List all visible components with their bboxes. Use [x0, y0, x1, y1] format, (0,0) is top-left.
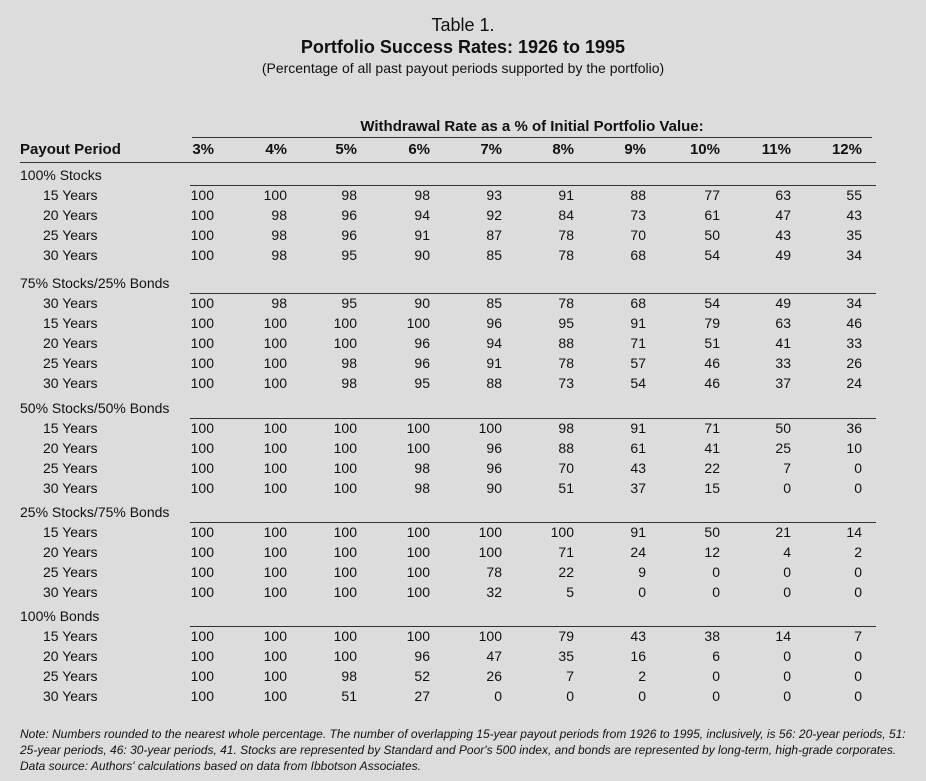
table-row: [20, 522, 876, 542]
success-rate-cell: 98: [414, 460, 430, 476]
success-rate-cell: 92: [486, 207, 502, 223]
success-rate-cell: 84: [558, 207, 574, 223]
success-rate-cell: 0: [783, 688, 791, 704]
success-rate-cell: 100: [263, 187, 287, 203]
table-title: Portfolio Success Rates: 1926 to 1995: [300, 37, 626, 57]
success-rate-cell: 98: [271, 227, 287, 243]
success-rate-cell: 100: [263, 315, 287, 331]
success-rate-cell: 98: [414, 187, 430, 203]
success-rate-cell: 100: [263, 648, 287, 664]
success-rate-cell: 91: [414, 227, 430, 243]
table-section: [20, 606, 876, 706]
success-rate-cell: 100: [190, 584, 214, 600]
success-rate-cell: 77: [704, 187, 720, 203]
success-rate-cell: 100: [263, 460, 287, 476]
success-rate-cell: 100: [190, 375, 214, 391]
success-rate-cell: 79: [558, 628, 574, 644]
column-header: 7%: [480, 141, 502, 158]
success-rate-cell: 0: [494, 688, 502, 704]
success-rate-cell: 57: [630, 355, 646, 371]
success-rate-cell: 0: [783, 564, 791, 580]
success-rate-cell: 78: [558, 227, 574, 243]
success-rate-cell: 94: [414, 207, 430, 223]
success-rate-cell: 0: [854, 648, 862, 664]
payout-period-label: 25 Years: [43, 227, 98, 243]
section-label: 100% Bonds: [20, 608, 100, 624]
success-rate-cell: 7: [783, 460, 791, 476]
success-rate-cell: 100: [406, 628, 430, 644]
success-rate-cell: 95: [558, 315, 574, 331]
success-rate-cell: 78: [486, 564, 502, 580]
table-row: [20, 542, 876, 562]
table-row: [20, 646, 876, 666]
success-rate-cell: 100: [406, 524, 430, 540]
success-rate-cell: 100: [333, 524, 357, 540]
success-rate-cell: 100: [190, 247, 214, 263]
success-rate-cell: 24: [630, 544, 646, 560]
table-row: [20, 333, 876, 353]
success-rate-cell: 100: [333, 335, 357, 351]
payout-period-label: 20 Years: [43, 544, 98, 560]
success-rate-cell: 50: [775, 420, 791, 436]
success-rate-cell: 49: [775, 295, 791, 311]
payout-period-label: 25 Years: [43, 460, 98, 476]
payout-period-label: 30 Years: [43, 480, 98, 496]
success-rate-cell: 87: [486, 227, 502, 243]
success-rate-cell: 78: [558, 247, 574, 263]
success-rate-cell: 38: [704, 628, 720, 644]
table-row: [20, 666, 876, 686]
success-rate-cell: 100: [333, 648, 357, 664]
success-rate-cell: 91: [630, 315, 646, 331]
success-rate-cell: 32: [486, 584, 502, 600]
success-rate-cell: 71: [630, 335, 646, 351]
success-rate-cell: 2: [638, 668, 646, 684]
success-rate-cell: 0: [712, 688, 720, 704]
success-rate-cell: 100: [333, 480, 357, 496]
success-rate-cell: 96: [341, 227, 357, 243]
success-rate-cell: 37: [630, 480, 646, 496]
success-rate-cell: 98: [414, 480, 430, 496]
success-rate-cell: 100: [406, 564, 430, 580]
success-rate-cell: 100: [263, 584, 287, 600]
success-rate-cell: 22: [558, 564, 574, 580]
success-rate-cell: 0: [712, 668, 720, 684]
success-rate-cell: 71: [558, 544, 574, 560]
success-rate-cell: 96: [414, 648, 430, 664]
success-rate-cell: 7: [854, 628, 862, 644]
table-subtitle: (Percentage of all past payout periods supported by the portfolio): [261, 60, 665, 76]
success-rate-cell: 43: [846, 207, 862, 223]
table-row: [20, 582, 876, 602]
success-rate-cell: 100: [190, 315, 214, 331]
success-rate-cell: 61: [704, 207, 720, 223]
success-rate-cell: 0: [783, 480, 791, 496]
payout-period-label: 25 Years: [43, 564, 98, 580]
success-rate-cell: 36: [846, 420, 862, 436]
success-rate-cell: 12: [704, 544, 720, 560]
success-rate-cell: 73: [558, 375, 574, 391]
table-section: [20, 502, 876, 602]
table-note: Note: Numbers rounded to the nearest whole percentage. The number of overlapping 15-year payout periods from 1926 to 1995, inclusively, is 56: 20-year periods, 51: 25-year periods, 46: 30-year periods, 41. Stocks are represented by Standard and Poor's 500 index, and bonds are represented by long-term, high-grade corporates. Data source: Authors' calculations based on data from Ibbotson Associates.: [20, 727, 906, 773]
success-rate-cell: 68: [630, 295, 646, 311]
success-rate-cell: 46: [704, 375, 720, 391]
success-rate-cell: 26: [486, 668, 502, 684]
success-rate-cell: 78: [558, 355, 574, 371]
success-rate-cell: 100: [263, 420, 287, 436]
section-label: 100% Stocks: [20, 167, 102, 183]
success-rate-cell: 73: [630, 207, 646, 223]
success-rate-cell: 26: [846, 355, 862, 371]
table-row: [20, 373, 876, 393]
success-rate-cell: 41: [775, 335, 791, 351]
success-rate-cell: 100: [263, 480, 287, 496]
success-rate-cell: 100: [333, 628, 357, 644]
success-rate-cell: 100: [263, 335, 287, 351]
success-rate-cell: 0: [783, 668, 791, 684]
success-rate-cell: 100: [406, 584, 430, 600]
success-rate-cell: 0: [783, 648, 791, 664]
success-rate-cell: 100: [550, 524, 574, 540]
success-rate-cell: 51: [341, 688, 357, 704]
success-rate-cell: 63: [775, 187, 791, 203]
success-rate-cell: 100: [478, 420, 502, 436]
success-rate-cell: 51: [558, 480, 574, 496]
table-row: [20, 438, 876, 458]
payout-period-label: 20 Years: [43, 335, 98, 351]
success-rate-cell: 68: [630, 247, 646, 263]
success-rate-cell: 100: [190, 524, 214, 540]
success-rate-cell: 93: [486, 187, 502, 203]
payout-period-label: 15 Years: [43, 187, 98, 203]
success-rate-cell: 100: [263, 668, 287, 684]
success-rate-cell: 79: [704, 315, 720, 331]
table-row: [20, 562, 876, 582]
success-rate-cell: 47: [486, 648, 502, 664]
success-rate-cell: 49: [775, 247, 791, 263]
success-rate-cell: 52: [414, 668, 430, 684]
success-rate-cell: 96: [414, 335, 430, 351]
success-rate-cell: 46: [846, 315, 862, 331]
success-rate-cell: 100: [190, 187, 214, 203]
success-rate-cell: 0: [783, 584, 791, 600]
success-rate-cell: 90: [414, 295, 430, 311]
success-rate-cell: 100: [263, 440, 287, 456]
success-rate-cell: 34: [846, 247, 862, 263]
payout-period-label: 30 Years: [43, 584, 98, 600]
success-rate-cell: 100: [333, 460, 357, 476]
payout-period-label: 30 Years: [43, 688, 98, 704]
success-rate-cell: 90: [486, 480, 502, 496]
table-row: [20, 293, 876, 313]
success-rate-cell: 100: [190, 688, 214, 704]
success-rate-cell: 100: [333, 440, 357, 456]
success-rate-cell: 100: [263, 688, 287, 704]
success-rate-cell: 98: [341, 187, 357, 203]
success-rate-cell: 21: [775, 524, 791, 540]
column-header: 9%: [624, 141, 646, 158]
column-header: 11%: [761, 141, 791, 158]
success-rate-cell: 88: [558, 440, 574, 456]
success-rate-cell: 98: [271, 207, 287, 223]
column-header: 12%: [831, 141, 862, 158]
section-label: 50% Stocks/50% Bonds: [20, 400, 170, 416]
success-rate-cell: 100: [333, 584, 357, 600]
success-rate-cell: 14: [846, 524, 862, 540]
success-rate-cell: 54: [704, 247, 720, 263]
header-divider: [20, 162, 876, 163]
success-rate-cell: 0: [854, 668, 862, 684]
payout-period-label: 15 Years: [43, 628, 98, 644]
payout-period-label: 15 Years: [43, 315, 98, 331]
success-rate-cell: 43: [630, 628, 646, 644]
success-rate-cell: 0: [854, 480, 862, 496]
success-rate-cell: 25: [775, 440, 791, 456]
table-row: [20, 225, 876, 245]
payout-period-label: 20 Years: [43, 648, 98, 664]
success-rate-cell: 95: [341, 247, 357, 263]
success-rate-cell: 70: [558, 460, 574, 476]
success-rate-cell: 0: [712, 584, 720, 600]
success-rate-cell: 47: [775, 207, 791, 223]
success-rate-cell: 51: [704, 335, 720, 351]
success-rate-cell: 100: [190, 295, 214, 311]
success-rate-cell: 78: [558, 295, 574, 311]
success-rate-cell: 100: [333, 315, 357, 331]
success-rate-cell: 95: [341, 295, 357, 311]
success-rate-cell: 98: [558, 420, 574, 436]
section-label: 25% Stocks/75% Bonds: [20, 504, 170, 520]
table-section: [20, 165, 876, 265]
success-rate-cell: 100: [263, 355, 287, 371]
table-section: [20, 273, 876, 393]
success-rate-cell: 55: [846, 187, 862, 203]
success-rate-cell: 100: [478, 524, 502, 540]
success-rate-cell: 22: [704, 460, 720, 476]
success-rate-cell: 0: [566, 688, 574, 704]
success-rate-cell: 100: [190, 440, 214, 456]
success-rate-cell: 0: [854, 564, 862, 580]
success-rate-cell: 9: [638, 564, 646, 580]
success-rate-cell: 27: [414, 688, 430, 704]
success-rate-cell: 37: [775, 375, 791, 391]
success-rate-cell: 96: [486, 315, 502, 331]
success-rate-cell: 100: [263, 375, 287, 391]
success-rate-cell: 100: [406, 544, 430, 560]
column-header: 10%: [689, 141, 720, 158]
success-rate-cell: 0: [854, 688, 862, 704]
payout-period-header: Payout Period: [20, 141, 121, 158]
success-rate-cell: 88: [630, 187, 646, 203]
success-rate-cell: 35: [846, 227, 862, 243]
success-rate-cell: 96: [486, 440, 502, 456]
success-rate-cell: 100: [190, 480, 214, 496]
table-row: [20, 686, 876, 706]
section-label: 75% Stocks/25% Bonds: [20, 275, 170, 291]
success-rate-cell: 61: [630, 440, 646, 456]
column-header: 5%: [335, 141, 357, 158]
success-rate-cell: 46: [704, 355, 720, 371]
success-rate-cell: 15: [704, 480, 720, 496]
success-rate-cell: 35: [558, 648, 574, 664]
table-row: [20, 185, 876, 205]
success-rate-cell: 0: [854, 584, 862, 600]
success-rate-cell: 6: [712, 648, 720, 664]
payout-period-label: 30 Years: [43, 375, 98, 391]
column-header: 8%: [552, 141, 574, 158]
column-header: 6%: [408, 141, 430, 158]
success-rate-cell: 54: [704, 295, 720, 311]
success-rate-cell: 50: [704, 227, 720, 243]
success-rate-cell: 91: [486, 355, 502, 371]
table-row: [20, 458, 876, 478]
success-rate-cell: 100: [333, 420, 357, 436]
success-rate-cell: 91: [558, 187, 574, 203]
success-rate-cell: 100: [190, 355, 214, 371]
success-rate-cell: 2: [854, 544, 862, 560]
table-row: [20, 626, 876, 646]
success-rate-cell: 0: [638, 688, 646, 704]
success-rate-cell: 50: [704, 524, 720, 540]
success-rate-cell: 95: [414, 375, 430, 391]
success-rate-cell: 98: [341, 668, 357, 684]
table-title-block: [0, 14, 926, 78]
table-row: [20, 418, 876, 438]
withdrawal-rate-header: Withdrawal Rate as a % of Initial Portfolio Value:: [192, 118, 872, 138]
success-rate-cell: 91: [630, 420, 646, 436]
success-rate-cell: 100: [190, 460, 214, 476]
success-rate-cell: 14: [775, 628, 791, 644]
success-rate-cell: 88: [558, 335, 574, 351]
column-header: 3%: [192, 141, 214, 158]
success-rate-cell: 100: [190, 648, 214, 664]
table-row: [20, 478, 876, 498]
success-rate-cell: 100: [263, 544, 287, 560]
success-rate-cell: 98: [341, 375, 357, 391]
success-rate-cell: 100: [190, 207, 214, 223]
success-rate-cell: 100: [333, 564, 357, 580]
success-rate-cell: 34: [846, 295, 862, 311]
success-rate-cell: 71: [704, 420, 720, 436]
success-rate-cell: 7: [566, 668, 574, 684]
success-rate-cell: 100: [190, 544, 214, 560]
table-row: [20, 313, 876, 333]
success-rate-cell: 100: [190, 628, 214, 644]
success-rate-cell: 41: [704, 440, 720, 456]
success-rate-cell: 100: [190, 668, 214, 684]
success-rate-cell: 91: [630, 524, 646, 540]
success-rate-cell: 100: [478, 628, 502, 644]
success-rate-cell: 0: [854, 460, 862, 476]
payout-period-label: 15 Years: [43, 420, 98, 436]
success-rate-cell: 100: [263, 628, 287, 644]
success-rate-cell: 100: [190, 564, 214, 580]
payout-period-label: 25 Years: [43, 355, 98, 371]
success-rate-cell: 100: [333, 544, 357, 560]
table-section: [20, 398, 876, 498]
payout-period-label: 30 Years: [43, 247, 98, 263]
success-rate-cell: 0: [638, 584, 646, 600]
success-rate-cell: 33: [775, 355, 791, 371]
success-rate-cell: 100: [406, 315, 430, 331]
success-rate-cell: 100: [190, 227, 214, 243]
success-rate-cell: 96: [486, 460, 502, 476]
payout-period-label: 20 Years: [43, 440, 98, 456]
success-rate-cell: 0: [712, 564, 720, 580]
success-rate-cell: 24: [846, 375, 862, 391]
table-row: [20, 245, 876, 265]
success-rate-cell: 100: [406, 440, 430, 456]
success-rate-cell: 85: [486, 247, 502, 263]
success-rate-cell: 54: [630, 375, 646, 391]
table-row: [20, 353, 876, 373]
payout-period-label: 30 Years: [43, 295, 98, 311]
success-rate-cell: 98: [271, 295, 287, 311]
success-rate-cell: 10: [846, 440, 862, 456]
success-rate-cell: 94: [486, 335, 502, 351]
success-rate-cell: 100: [478, 544, 502, 560]
success-rate-cell: 90: [414, 247, 430, 263]
payout-period-label: 25 Years: [43, 668, 98, 684]
success-rate-cell: 100: [190, 420, 214, 436]
success-rate-cell: 70: [630, 227, 646, 243]
success-rate-cell: 98: [271, 247, 287, 263]
success-rate-cell: 43: [630, 460, 646, 476]
table-row: [20, 205, 876, 225]
success-rate-cell: 100: [406, 420, 430, 436]
success-rate-cell: 100: [263, 524, 287, 540]
success-rate-cell: 96: [341, 207, 357, 223]
success-rate-cell: 85: [486, 295, 502, 311]
table-number: Table 1.: [431, 15, 495, 35]
column-header: 4%: [265, 141, 287, 158]
success-rate-cell: 63: [775, 315, 791, 331]
payout-period-label: 15 Years: [43, 524, 98, 540]
success-rate-cell: 88: [486, 375, 502, 391]
success-rate-cell: 33: [846, 335, 862, 351]
success-rate-cell: 16: [630, 648, 646, 664]
success-rate-cell: 96: [414, 355, 430, 371]
success-rate-cell: 4: [783, 544, 791, 560]
success-rate-cell: 98: [341, 355, 357, 371]
success-rate-cell: 100: [190, 335, 214, 351]
payout-period-label: 20 Years: [43, 207, 98, 223]
success-rate-cell: 100: [263, 564, 287, 580]
success-rate-cell: 5: [566, 584, 574, 600]
success-rate-cell: 43: [775, 227, 791, 243]
